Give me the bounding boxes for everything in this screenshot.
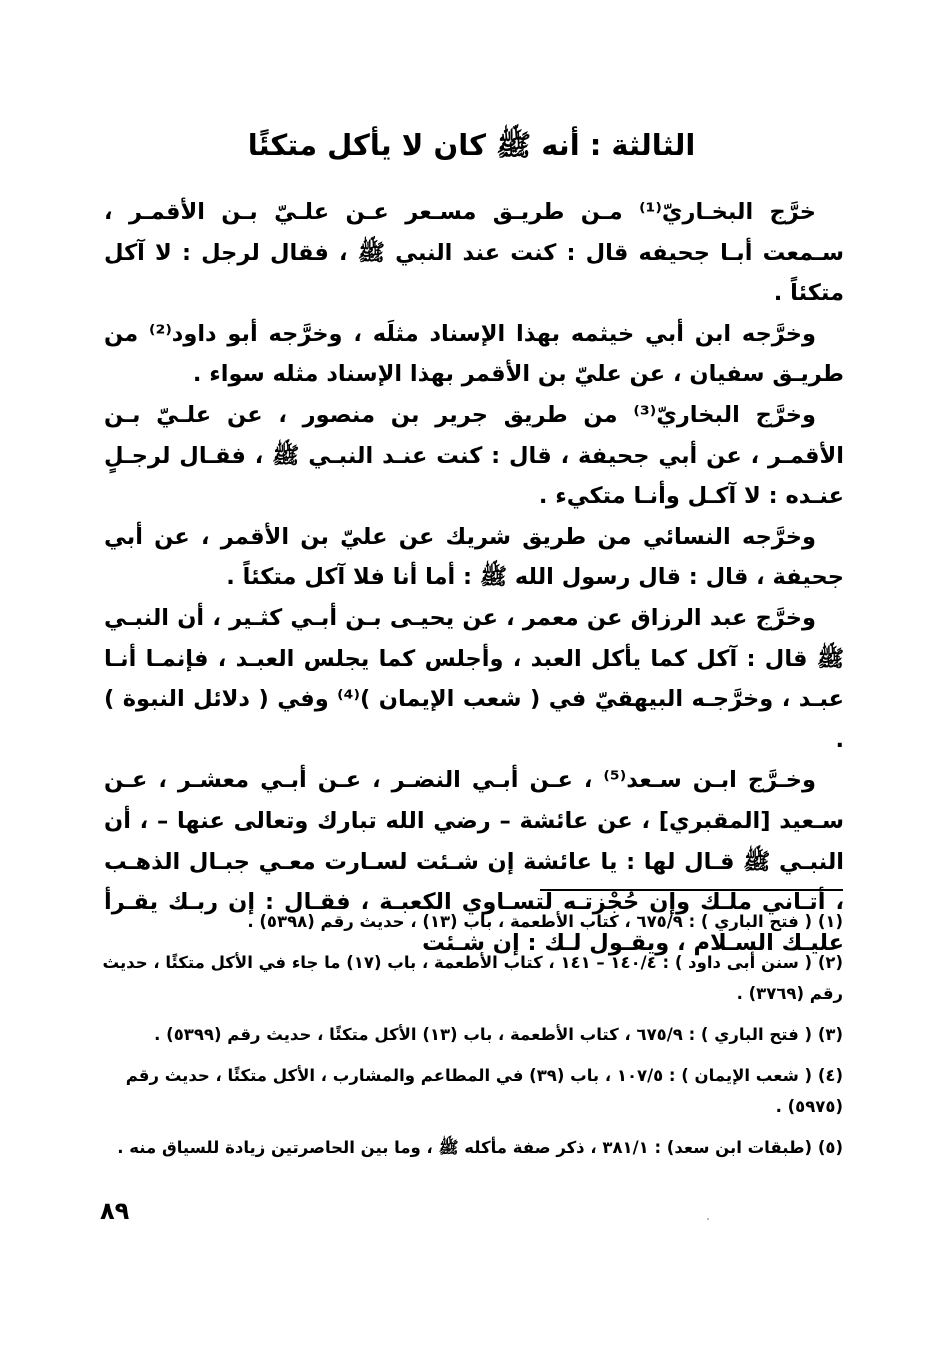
paragraph: وخرَّجه النسائي من طريق شريك عن عليّ بن الأقمر ، عن أبي جحيفة ، قال : قال رسول الله ﷺ : أما أنا فلا آكل متكئاً . (104, 523, 844, 591)
main-text (104, 192, 844, 963)
footnotes (100, 906, 843, 1173)
paragraph: خرَّج البخـاريّ⁽¹⁾ مـن طريـق مسـعر عـن علـيّ بـن الأقمـر ، سـمعت أبـا جحيفه قال : كنت عند النبي ﷺ ، فقال لرجل : لا آكل متكئاً . (104, 199, 844, 307)
page-number: ٨٩ (100, 1197, 130, 1225)
paragraph: وخرَّج عبد الرزاق عن معمر ، عن يحيـى بـن أبـي كثـير ، أن النبـي ﷺ قال : آكل كما يأكل العبد ، وأجلس كما يجلس العبـد ، فإنمـا أنـا عبـد ، وخرَّجـه البيهقيّ في ( شعب الإيمان )⁽⁴⁾ وفي ( دلائل النبوة ) . (104, 604, 844, 753)
scan-speck (707, 1218, 709, 1220)
section-heading: الثالثة : أنه ﷺ كان لا يأكل متكئًا (247, 128, 696, 162)
footnote: (٥) (طبقات ابن سعد) : ٣٨١/١ ، ذكر صفة مأكله ﷺ ، وما بين الحاصرتين زيادة للسياق منه . (117, 1138, 843, 1157)
paragraph: وخرَّجه ابن أبي خيثمه بهذا الإسناد مثلَه ، وخرَّجه أبو داود⁽²⁾ من طريـق سفيان ، عن عليّ بن الأقمر بهذا الإسناد مثله سواء . (104, 320, 844, 388)
paragraph: وخرَّج البخاريّ⁽³⁾ من طريق جرير بن منصور ، عن علـيّ بـن الأقمـر ، عن أبي جحيفة ، قال : كنت عنـد النبـي ﷺ ، فقـال لرجـلٍ عنـده : لا آكـل وأنـا متكيء . (104, 401, 844, 510)
footnote: (٣) ( فتح الباري ) : ٦٧٥/٩ ، كتاب الأطعمة ، باب (١٣) الأكل متكئًا ، حديث رقم (٥٣٩٩) . (154, 1025, 843, 1044)
paragraph: وخـرَّج ابـن سـعد⁽⁵⁾ ، عـن أبـي النضـر ، عـن أبـي معشـر ، عـن سـعيد [المقبري] ، عن عائشة – رضي الله تبارك وتعالى عنها – ، أن النبـي ﷺ قـال لها : يا عائشة إن شـئت لسـارت معـي جبـال الذهـب ، أتـاني ملـك وإن حُجْزتـه لتسـاوي الكعبـة ، فقـال : إن ربـك يقـرأ عليـك السـلام ، ويقـول لـك : إن شـئت (104, 767, 844, 956)
footnote: (١) ( فتح الباري ) : ٦٧٥/٩ ، كتاب الأطعمة ، باب (١٣) ، حديث رقم (٥٣٩٨) . (247, 912, 843, 931)
footnote: (٤) ( شعب الإيمان ) : ١٠٧/٥ ، باب (٣٩) في المطاعم والمشارب ، الأكل متكئًا ، حديث رقم (٥٩٧٥) . (125, 1066, 843, 1116)
footnote-divider (540, 889, 843, 891)
footnote: (٢) ( سنن أبى داود ) : ١٤٠/٤ – ١٤١ ، كتاب الأطعمة ، باب (١٧) ما جاء في الأكل متكئًا ، حديث رقم (٣٧٦٩) . (102, 953, 843, 1003)
